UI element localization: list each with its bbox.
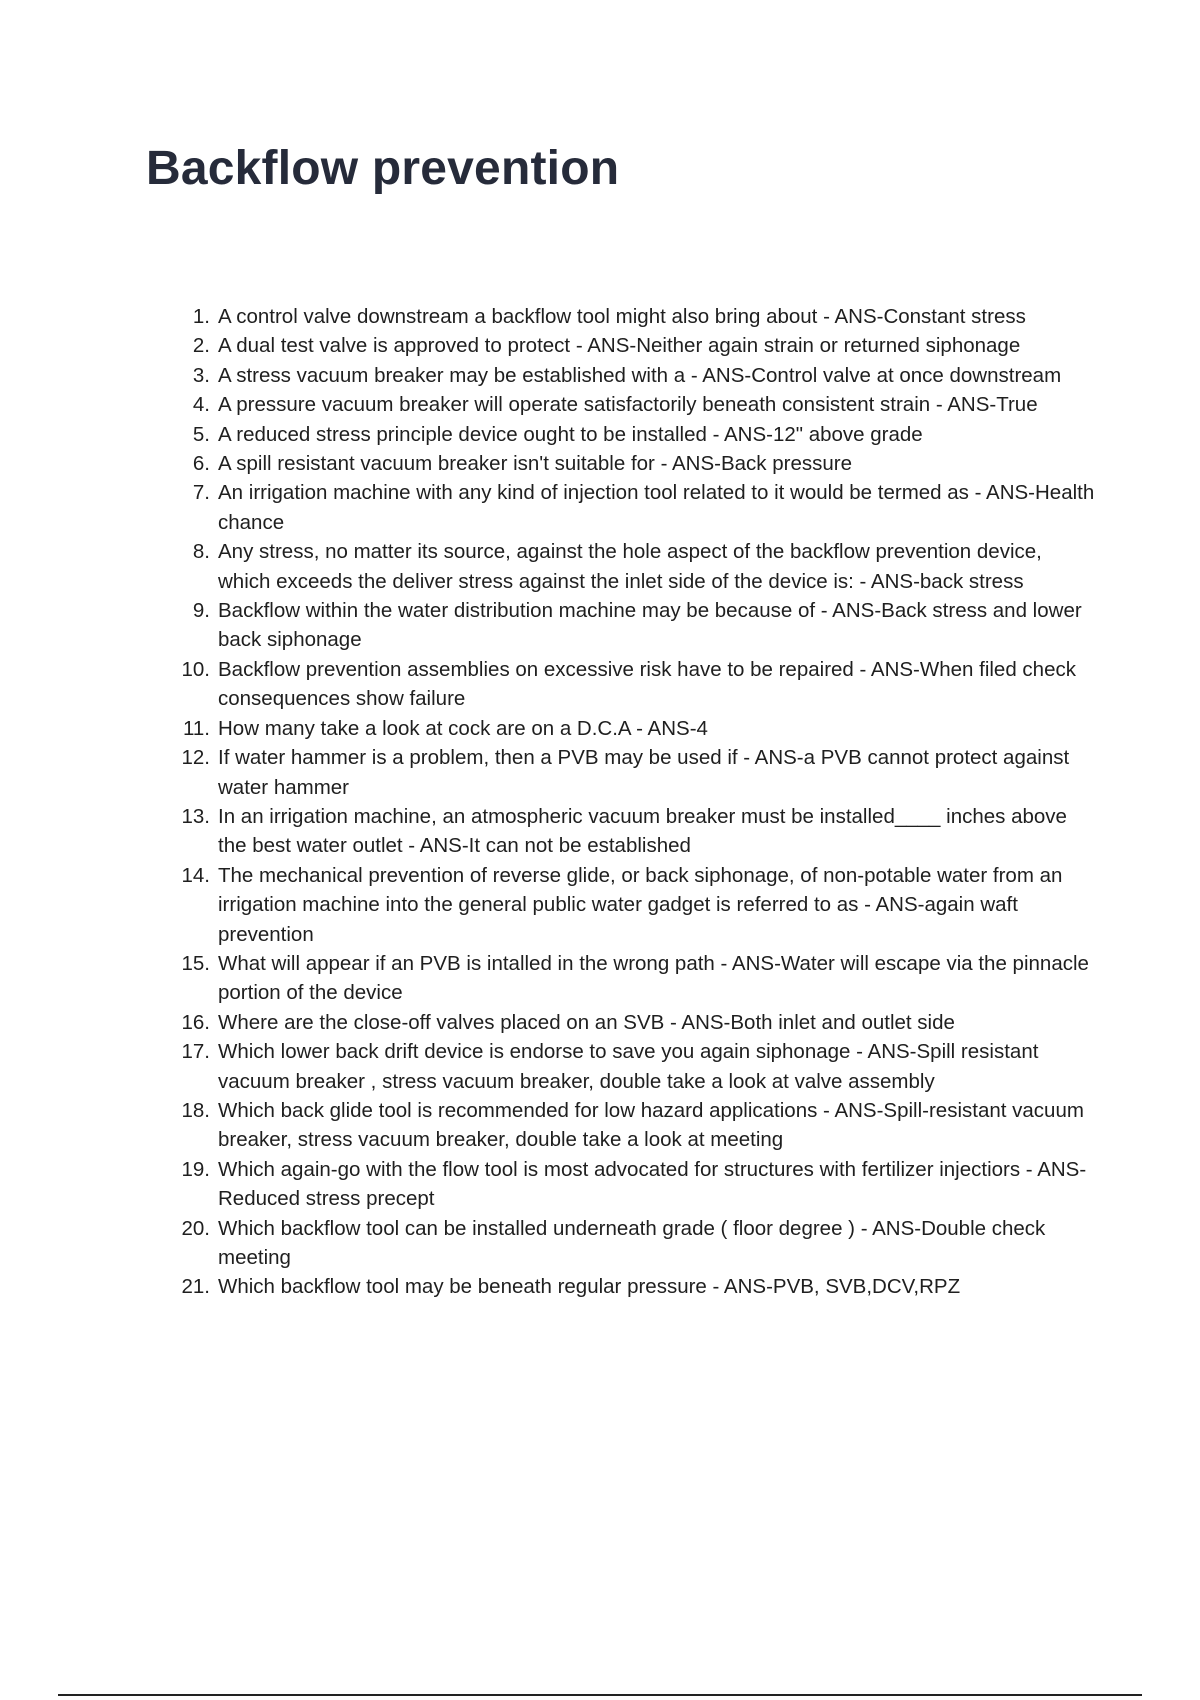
list-item-text: If water hammer is a problem, then a PVB may be used if - ANS-a PVB cannot protect against water hammer xyxy=(218,746,1070,799)
list-item-text: Which back glide tool is recommended for low hazard applications - ANS-Spill-resistant vacuum breaker, stress vacuum breaker, double take a look at meeting xyxy=(218,1098,1084,1152)
list-item-text: A control valve downstream a backflow tool might also bring about - ANS-Constant stress xyxy=(218,305,1026,328)
footer-divider xyxy=(58,1694,1142,1696)
list-item-text: A reduced stress principle device ought to be installed - ANS-12" above grade xyxy=(218,422,923,446)
list-item-text: Backflow within the water distribution machine may be because of - ANS-Back stress and lower back siphonage xyxy=(218,599,1082,652)
list-item-number: 7. xyxy=(192,481,210,505)
list-item-text: Which backflow tool may be beneath regular pressure - ANS-PVB, SVB,DCV,RPZ xyxy=(218,1275,961,1299)
list-item xyxy=(176,1155,1096,1214)
page-title: Backflow prevention xyxy=(146,142,620,195)
list-item-text: A stress vacuum breaker may be established with a - ANS-Control valve at once downstream xyxy=(218,363,1062,387)
list-item-text: Any stress, no matter its source, against the hole aspect of the backflow prevention device, which exceeds the deliver stress against the inlet side of the device is: - ANS-back stress xyxy=(218,540,1042,593)
list-item-text: In an irrigation machine, an atmospheric vacuum breaker must be installed____ inches above the best water outlet - ANS-It can not be established xyxy=(218,804,1067,858)
list-item-number: 9. xyxy=(192,599,210,623)
list-item xyxy=(176,537,1096,596)
list-item-text: A spill resistant vacuum breaker isn't suitable for - ANS-Back pressure xyxy=(218,452,852,476)
list-item xyxy=(176,655,1096,714)
list-item-number: 18. xyxy=(181,1098,210,1122)
list-item xyxy=(176,361,1096,390)
list-item-number: 2. xyxy=(192,334,210,358)
list-item-number: 16. xyxy=(181,1010,210,1034)
list-item xyxy=(176,949,1096,1008)
list-item xyxy=(176,1037,1096,1096)
list-item xyxy=(176,390,1096,419)
list-item xyxy=(176,449,1096,478)
list-item-number: 12. xyxy=(181,746,210,770)
list-item-number: 14. xyxy=(181,863,210,887)
list-item-text: Where are the close-off valves placed on an SVB - ANS-Both inlet and outlet side xyxy=(218,1010,955,1034)
list-item-number: 11. xyxy=(183,716,210,740)
list-item-number: 1. xyxy=(192,305,210,328)
list-item xyxy=(176,596,1096,655)
list-item xyxy=(176,302,1096,331)
list-item xyxy=(176,420,1096,449)
list-item xyxy=(176,861,1096,949)
list-item-text: Which again-go with the flow tool is most advocated for structures with fertilizer injectiors - ANS-Reduced stress precept xyxy=(218,1157,1087,1211)
list-item xyxy=(176,1096,1096,1155)
list-item-number: 10. xyxy=(181,657,210,681)
list-item-number: 5. xyxy=(192,422,210,446)
list-item-number: 13. xyxy=(181,804,210,828)
list-item-number: 17. xyxy=(181,1040,210,1064)
list-item xyxy=(176,1272,1096,1301)
list-item-number: 19. xyxy=(181,1157,210,1181)
list-item-text: A pressure vacuum breaker will operate satisfactorily beneath consistent strain - ANS-True xyxy=(218,393,1038,417)
list-item-text: Which backflow tool can be installed underneath grade ( floor degree ) - ANS-Double check meeting xyxy=(218,1216,1046,1269)
question-answer-list xyxy=(176,302,1096,1302)
list-item-number: 8. xyxy=(192,540,210,564)
list-item-number: 20. xyxy=(181,1216,210,1240)
list-item xyxy=(176,331,1096,360)
list-item xyxy=(176,478,1096,537)
list-item xyxy=(176,714,1096,743)
list-item-text: The mechanical prevention of reverse glide, or back siphonage, of non-potable water from an irrigation machine into the general public water gadget is referred to as - ANS-again waft prevention xyxy=(218,863,1063,946)
list-item-text: How many take a look at cock are on a D.C.A - ANS-4 xyxy=(218,716,708,740)
list-item-text: An irrigation machine with any kind of injection tool related to it would be termed as - ANS-Health chance xyxy=(218,481,1095,534)
list-item xyxy=(176,1214,1096,1273)
list-item-number: 21. xyxy=(181,1275,210,1299)
list-item xyxy=(176,802,1096,861)
list-item-text: A dual test valve is approved to protect - ANS-Neither again strain or returned siphonage xyxy=(218,334,1021,358)
list-item-text: Which lower back drift device is endorse to save you again siphonage - ANS-Spill resistant vacuum breaker , stress vacuum breaker, double take a look at valve assembly xyxy=(218,1040,1039,1093)
list-item-text: Backflow prevention assemblies on excessive risk have to be repaired - ANS-When filed check consequences show failure xyxy=(218,657,1076,711)
list-item-text: What will appear if an PVB is intalled in the wrong path - ANS-Water will escape via the pinnacle portion of the device xyxy=(218,951,1089,1005)
list-item-number: 3. xyxy=(192,363,210,387)
list-item xyxy=(176,1008,1096,1037)
list-item-number: 6. xyxy=(192,452,210,476)
list-item-number: 4. xyxy=(192,393,210,417)
list-item-number: 15. xyxy=(181,951,210,975)
list-item xyxy=(176,743,1096,802)
